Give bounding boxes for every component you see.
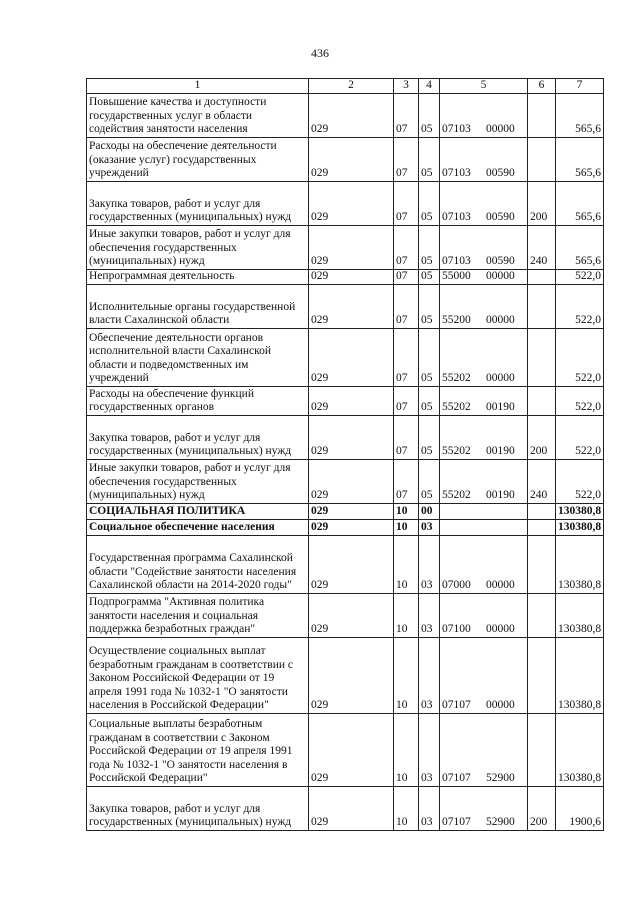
row-subsection-code: 05	[419, 459, 440, 503]
header-col-6: 6	[528, 79, 556, 94]
table-row	[87, 713, 604, 786]
target-article-program-part: 55000	[442, 270, 471, 282]
target-article-program-part: 07107	[442, 816, 471, 828]
row-name: Обеспечение деятельности органов исполнительной власти Сахалинской области и подведомственных им учреждений	[87, 328, 309, 386]
row-amount: 130380,8	[556, 637, 604, 713]
row-amount: 565,6	[556, 181, 604, 225]
row-target-article-code	[440, 137, 528, 181]
target-article-direction-part: 52900	[486, 772, 515, 784]
table-row	[87, 535, 604, 593]
row-name: Государственная программа Сахалинской области "Содействие занятости населения Сахалинской области на 2014-2020 годы"	[87, 535, 309, 593]
row-name: Иные закупки товаров, работ и услуг для обеспечения государственных (муниципальных) нужд	[87, 225, 309, 269]
row-name: СОЦИАЛЬНАЯ ПОЛИТИКА	[87, 503, 309, 519]
row-expense-type-code	[528, 637, 556, 713]
row-target-article-code	[440, 386, 528, 415]
table-row	[87, 181, 604, 225]
row-expense-type-code: 240	[528, 225, 556, 269]
header-col-2: 2	[309, 79, 394, 94]
row-ministry-code: 029	[309, 503, 394, 519]
row-name: Исполнительные органы государственной власти Сахалинской области	[87, 284, 309, 328]
row-expense-type-code	[528, 386, 556, 415]
row-target-article-code	[440, 637, 528, 713]
row-name: Расходы на обеспечение функций государственных органов	[87, 386, 309, 415]
row-ministry-code: 029	[309, 535, 394, 593]
row-amount: 130380,8	[556, 535, 604, 593]
row-amount: 130380,8	[556, 519, 604, 535]
row-ministry-code: 029	[309, 386, 394, 415]
header-col-4: 4	[419, 79, 440, 94]
row-expense-type-code	[528, 269, 556, 284]
row-subsection-code: 03	[419, 713, 440, 786]
row-section-code: 07	[394, 415, 419, 459]
row-expense-type-code: 240	[528, 459, 556, 503]
target-article-program-part: 07107	[442, 699, 471, 711]
row-ministry-code: 029	[309, 269, 394, 284]
row-section-code: 07	[394, 284, 419, 328]
row-amount: 522,0	[556, 386, 604, 415]
target-article-direction-part: 00000	[486, 123, 515, 135]
row-section-code: 07	[394, 137, 419, 181]
table-row	[87, 519, 604, 535]
row-target-article-code	[440, 284, 528, 328]
row-subsection-code: 05	[419, 225, 440, 269]
row-section-code: 07	[394, 93, 419, 137]
row-section-code: 10	[394, 519, 419, 535]
target-article-program-part: 55202	[442, 489, 471, 501]
target-article-program-part: 07103	[442, 123, 471, 135]
target-article-program-part: 55202	[442, 401, 471, 413]
row-section-code: 07	[394, 328, 419, 386]
table-row	[87, 415, 604, 459]
row-subsection-code: 05	[419, 284, 440, 328]
row-expense-type-code	[528, 503, 556, 519]
row-target-article-code	[440, 269, 528, 284]
row-section-code: 07	[394, 459, 419, 503]
target-article-direction-part: 00000	[486, 623, 515, 635]
row-name: Закупка товаров, работ и услуг для государственных (муниципальных) нужд	[87, 786, 309, 830]
table-row	[87, 503, 604, 519]
row-ministry-code: 029	[309, 93, 394, 137]
row-ministry-code: 029	[309, 284, 394, 328]
row-name: Социальное обеспечение населения	[87, 519, 309, 535]
row-ministry-code: 029	[309, 328, 394, 386]
row-name: Социальные выплаты безработным гражданам в соответствии с Законом Российской Федерации от 19 апреля 1991 года № 1032-1 "О занятости населения в Российской Федерации"	[87, 713, 309, 786]
header-col-3: 3	[394, 79, 419, 94]
row-section-code: 10	[394, 535, 419, 593]
row-subsection-code: 03	[419, 535, 440, 593]
table-row	[87, 284, 604, 328]
row-amount: 1900,6	[556, 786, 604, 830]
row-target-article-code	[440, 181, 528, 225]
row-target-article-code	[440, 93, 528, 137]
row-target-article-code	[440, 459, 528, 503]
row-ministry-code: 029	[309, 593, 394, 637]
row-name: Осуществление социальных выплат безработным гражданам в соответствии с Законом Российской Федерации от 19 апреля 1991 года № 1032-1 "О занятости населения в Российской Федерации"	[87, 637, 309, 713]
page-number: 436	[311, 46, 329, 60]
header-col-5: 5	[440, 79, 528, 94]
row-expense-type-code: 200	[528, 181, 556, 225]
row-expense-type-code	[528, 593, 556, 637]
row-amount: 130380,8	[556, 713, 604, 786]
target-article-direction-part: 00000	[486, 270, 515, 282]
row-ministry-code: 029	[309, 137, 394, 181]
row-subsection-code: 05	[419, 181, 440, 225]
row-section-code: 07	[394, 386, 419, 415]
row-name: Подпрограмма "Активная политика занятости населения и социальная поддержка безработных граждан"	[87, 593, 309, 637]
row-expense-type-code	[528, 713, 556, 786]
row-expense-type-code: 200	[528, 786, 556, 830]
table-body	[87, 93, 604, 830]
budget-table	[86, 78, 604, 831]
row-name: Повышение качества и доступности государственных услуг в области содействия занятости населения	[87, 93, 309, 137]
row-ministry-code: 029	[309, 637, 394, 713]
table-row	[87, 137, 604, 181]
table-row	[87, 637, 604, 713]
row-section-code: 10	[394, 503, 419, 519]
row-amount: 130380,8	[556, 593, 604, 637]
row-subsection-code: 05	[419, 93, 440, 137]
row-target-article-code	[440, 328, 528, 386]
row-amount: 522,0	[556, 284, 604, 328]
row-name: Закупка товаров, работ и услуг для государственных (муниципальных) нужд	[87, 415, 309, 459]
row-ministry-code: 029	[309, 459, 394, 503]
row-target-article-code	[440, 519, 528, 535]
target-article-program-part: 07000	[442, 579, 471, 591]
target-article-direction-part: 00000	[486, 372, 515, 384]
row-ministry-code: 029	[309, 519, 394, 535]
table-row	[87, 386, 604, 415]
target-article-program-part: 07100	[442, 623, 471, 635]
row-ministry-code: 029	[309, 786, 394, 830]
target-article-direction-part: 00590	[486, 211, 515, 223]
target-article-direction-part: 00590	[486, 255, 515, 267]
target-article-program-part: 55202	[442, 445, 471, 457]
row-name: Иные закупки товаров, работ и услуг для обеспечения государственных (муниципальных) нужд	[87, 459, 309, 503]
row-ministry-code: 029	[309, 225, 394, 269]
row-subsection-code: 05	[419, 386, 440, 415]
row-subsection-code: 03	[419, 519, 440, 535]
row-target-article-code	[440, 415, 528, 459]
row-section-code: 10	[394, 637, 419, 713]
target-article-program-part: 07107	[442, 772, 471, 784]
row-section-code: 07	[394, 269, 419, 284]
row-ministry-code: 029	[309, 713, 394, 786]
row-expense-type-code	[528, 284, 556, 328]
row-name: Расходы на обеспечение деятельности (оказание услуг) государственных учреждений	[87, 137, 309, 181]
target-article-direction-part: 00000	[486, 579, 515, 591]
row-section-code: 10	[394, 713, 419, 786]
row-target-article-code	[440, 503, 528, 519]
row-section-code: 07	[394, 225, 419, 269]
row-section-code: 10	[394, 593, 419, 637]
table-row	[87, 328, 604, 386]
row-expense-type-code	[528, 93, 556, 137]
table-row	[87, 459, 604, 503]
target-article-program-part: 07103	[442, 167, 471, 179]
table-row	[87, 269, 604, 284]
row-target-article-code	[440, 593, 528, 637]
row-target-article-code	[440, 786, 528, 830]
row-ministry-code: 029	[309, 415, 394, 459]
row-expense-type-code	[528, 328, 556, 386]
table-row	[87, 593, 604, 637]
row-subsection-code: 05	[419, 328, 440, 386]
row-amount: 130380,8	[556, 503, 604, 519]
target-article-direction-part: 00190	[486, 489, 515, 501]
row-target-article-code	[440, 535, 528, 593]
row-amount: 522,0	[556, 415, 604, 459]
table-row	[87, 93, 604, 137]
row-expense-type-code	[528, 137, 556, 181]
row-target-article-code	[440, 713, 528, 786]
target-article-program-part: 07103	[442, 255, 471, 267]
row-amount: 522,0	[556, 328, 604, 386]
row-amount: 565,6	[556, 137, 604, 181]
row-subsection-code: 05	[419, 415, 440, 459]
row-ministry-code: 029	[309, 181, 394, 225]
row-amount: 565,6	[556, 93, 604, 137]
target-article-program-part: 55200	[442, 314, 471, 326]
row-expense-type-code: 200	[528, 415, 556, 459]
row-section-code: 07	[394, 181, 419, 225]
row-expense-type-code	[528, 519, 556, 535]
target-article-direction-part: 00590	[486, 167, 515, 179]
target-article-direction-part: 52900	[486, 816, 515, 828]
row-subsection-code: 03	[419, 786, 440, 830]
table-row	[87, 786, 604, 830]
row-amount: 565,6	[556, 225, 604, 269]
row-amount: 522,0	[556, 269, 604, 284]
row-name: Закупка товаров, работ и услуг для государственных (муниципальных) нужд	[87, 181, 309, 225]
table-row	[87, 225, 604, 269]
row-amount: 522,0	[556, 459, 604, 503]
table-header-row	[87, 79, 604, 94]
target-article-direction-part: 00190	[486, 445, 515, 457]
row-subsection-code: 05	[419, 137, 440, 181]
header-col-1: 1	[87, 79, 309, 94]
row-target-article-code	[440, 225, 528, 269]
row-section-code: 10	[394, 786, 419, 830]
target-article-direction-part: 00190	[486, 401, 515, 413]
target-article-direction-part: 00000	[486, 314, 515, 326]
row-subsection-code: 00	[419, 503, 440, 519]
row-subsection-code: 05	[419, 269, 440, 284]
row-expense-type-code	[528, 535, 556, 593]
row-subsection-code: 03	[419, 637, 440, 713]
target-article-direction-part: 00000	[486, 699, 515, 711]
row-name: Непрограммная деятельность	[87, 269, 309, 284]
target-article-program-part: 07103	[442, 211, 471, 223]
row-subsection-code: 03	[419, 593, 440, 637]
target-article-program-part: 55202	[442, 372, 471, 384]
header-col-7: 7	[556, 79, 604, 94]
